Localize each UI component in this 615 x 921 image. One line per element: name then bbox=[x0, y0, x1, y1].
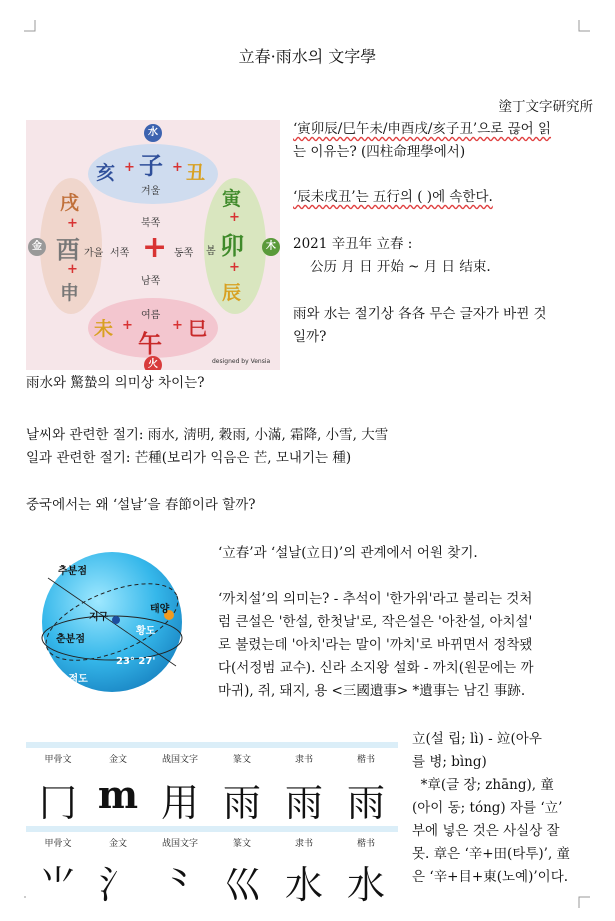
paragraph-line-1: ‘까치설’의 의미는? - 추석이 '한가위'라고 불리는 것처 bbox=[218, 591, 533, 607]
label-angle: 23° 27' bbox=[116, 656, 156, 667]
rain-glyph: m bbox=[97, 772, 139, 817]
branch-jin: 辰 bbox=[222, 282, 242, 304]
corner-mark-top-left bbox=[24, 20, 36, 32]
dir-south: 남쪽 bbox=[141, 276, 161, 287]
fire-dot: 火 bbox=[144, 356, 162, 370]
plus-sign: + bbox=[172, 160, 183, 175]
label-celestial-equator: 천구의 적도 bbox=[36, 674, 88, 685]
wood-dot: 木 bbox=[262, 238, 280, 256]
script-label: 战国文字 bbox=[161, 839, 198, 849]
script-label: 隶书 bbox=[294, 755, 313, 765]
row-band bbox=[26, 742, 398, 748]
question-1-line-1: ‘寅卯辰/巳午未/申酉戌/亥子丑’으로 끊어 읽 bbox=[293, 121, 552, 137]
compass-diagram bbox=[26, 120, 280, 370]
question-2: ‘辰未戌丑’는 五行의 ( )에 속한다. bbox=[293, 189, 493, 205]
dir-east: 동쪽 bbox=[174, 248, 194, 259]
script-label: 金文 bbox=[108, 755, 127, 765]
script-label: 甲骨文 bbox=[44, 755, 72, 765]
note-line-2: 를 병; bìng) bbox=[412, 754, 487, 770]
note-line-6: 못. 章은 ‘辛+田(타투)’, 童 bbox=[412, 846, 571, 862]
author: 塗丁文字研究所 bbox=[498, 99, 593, 115]
season-spring: 봄 bbox=[206, 246, 216, 257]
question-1-line-2: 는 이유는? (四柱命理學에서) bbox=[293, 144, 466, 160]
note-line-5: 부에 넣은 것은 사실상 잘 bbox=[412, 823, 560, 839]
water-glyph: ⺀ bbox=[160, 863, 199, 907]
script-label: 隶书 bbox=[294, 839, 313, 849]
script-label: 楷书 bbox=[356, 755, 375, 765]
script-evolution-panel bbox=[26, 740, 398, 920]
paragraph-line-5: 마귀), 쥐, 돼지, 용 <三國遺事> *遺事는 남긴 事跡. bbox=[218, 683, 526, 699]
water-dot: 水 bbox=[144, 124, 162, 142]
branch-in: 寅 bbox=[222, 188, 242, 210]
year-line: 2021 辛丑年 立春 : bbox=[293, 236, 413, 252]
paragraph-line-4: 다(서정범 교수). 신라 소지왕 설화 - 까치(원문에는 까 bbox=[218, 660, 534, 676]
paragraph-line-2: 럼 큰설은 '한설, 한첫날'로, 작은설은 '아찬설, 아치설' bbox=[218, 614, 533, 630]
question-3-line-1: 雨와 水는 절기상 各各 무슨 글자가 바뀐 것 bbox=[293, 306, 547, 322]
metal-dot: 金 bbox=[28, 238, 46, 256]
label-vernal-equinox: 춘분점 bbox=[56, 634, 85, 645]
water-glyph: 氵 bbox=[98, 863, 137, 907]
branch-sul: 戌 bbox=[60, 192, 80, 214]
credit: designed by Vensia bbox=[212, 358, 271, 365]
water-glyph: ⺌ bbox=[38, 863, 77, 907]
page-title: 立春·雨水의 文字學 bbox=[238, 47, 377, 66]
branch-myo: 卯 bbox=[220, 232, 244, 260]
season-autumn: 가을 bbox=[84, 248, 104, 259]
label-sun: 태양 bbox=[150, 604, 170, 615]
script-label: 甲骨文 bbox=[44, 839, 72, 849]
corner-mark-bottom-right bbox=[578, 896, 590, 908]
rain-glyph: 雨 bbox=[284, 781, 323, 825]
paragraph-line-3: 로 불렸는데 '아치'라는 말이 '까치'로 바뀌면서 정착됐 bbox=[218, 637, 533, 653]
note-line-7: 은 ‘辛+目+東(노예)’이다. bbox=[412, 869, 569, 885]
branch-hai: 亥 bbox=[96, 162, 116, 184]
rain-glyph: 雨 bbox=[222, 781, 261, 825]
plus-sign: + bbox=[67, 262, 78, 277]
label-earth: 지구 bbox=[89, 612, 109, 623]
plus-sign: + bbox=[229, 210, 240, 225]
dir-west: 서쪽 bbox=[110, 248, 130, 259]
plus-sign: + bbox=[122, 318, 133, 333]
script-label: 篆文 bbox=[232, 839, 251, 849]
note-line-1: 立(설 립; lì) - 竝(아우 bbox=[412, 731, 542, 747]
corner-mark-top-right bbox=[578, 20, 590, 32]
solar-line: 公历 月 日 开始 ~ 月 日 结束. bbox=[310, 259, 491, 275]
water-glyph: 巛 bbox=[222, 863, 261, 907]
rain-glyph: 冂 bbox=[38, 781, 77, 825]
note-line-4: (아이 동; tóng) 자를 ‘立’ bbox=[412, 800, 563, 816]
plus-sign: + bbox=[229, 260, 240, 275]
plus-sign: + bbox=[172, 318, 183, 333]
question-4: 雨水와 驚蟄의 의미상 차이는? bbox=[26, 375, 205, 391]
paragraph-lead: ‘立春’과 ‘설날(立日)’의 관계에서 어원 찾기. bbox=[218, 545, 478, 561]
water-glyph: 水 bbox=[284, 863, 323, 907]
branch-ja: 子 bbox=[139, 152, 163, 180]
script-label: 战国文字 bbox=[161, 755, 198, 765]
branch-mi: 未 bbox=[94, 318, 114, 340]
question-3-line-2: 일까? bbox=[293, 329, 327, 345]
branch-sa: 巳 bbox=[188, 318, 208, 340]
script-label: 楷书 bbox=[356, 839, 375, 849]
script-label: 金文 bbox=[108, 839, 127, 849]
label-ecliptic: 황도 bbox=[136, 626, 156, 637]
water-glyph: 水 bbox=[346, 863, 385, 907]
dir-north: 북쪽 bbox=[141, 218, 161, 229]
script-label: 篆文 bbox=[232, 755, 251, 765]
plus-sign: + bbox=[124, 160, 135, 175]
season-summer: 여름 bbox=[141, 310, 161, 321]
note-line-3: *章(글 장; zhāng), 童 bbox=[412, 777, 554, 793]
weather-terms: 날씨와 관련한 절기: 雨水, 淸明, 穀雨, 小滿, 霜降, 小雪, 大雪 bbox=[26, 427, 389, 443]
question-5: 중국에서는 왜 ‘설날’을 春節이라 할까? bbox=[26, 497, 256, 513]
rain-glyph: 用 bbox=[160, 781, 199, 825]
branch-o: 午 bbox=[138, 330, 162, 358]
plus-sign: + bbox=[67, 216, 78, 231]
branch-yu: 酉 bbox=[56, 236, 80, 264]
center-plus: + bbox=[142, 230, 168, 265]
label-autumn-equinox: 추분점 bbox=[58, 566, 87, 577]
rain-glyph: 雨 bbox=[346, 781, 385, 825]
work-terms: 일과 관련한 절기: 芒種(보리가 익음은 芒, 모내기는 種) bbox=[26, 450, 352, 466]
branch-chuk: 丑 bbox=[186, 162, 206, 184]
season-winter: 겨울 bbox=[141, 186, 161, 197]
branch-sin: 申 bbox=[60, 282, 80, 304]
